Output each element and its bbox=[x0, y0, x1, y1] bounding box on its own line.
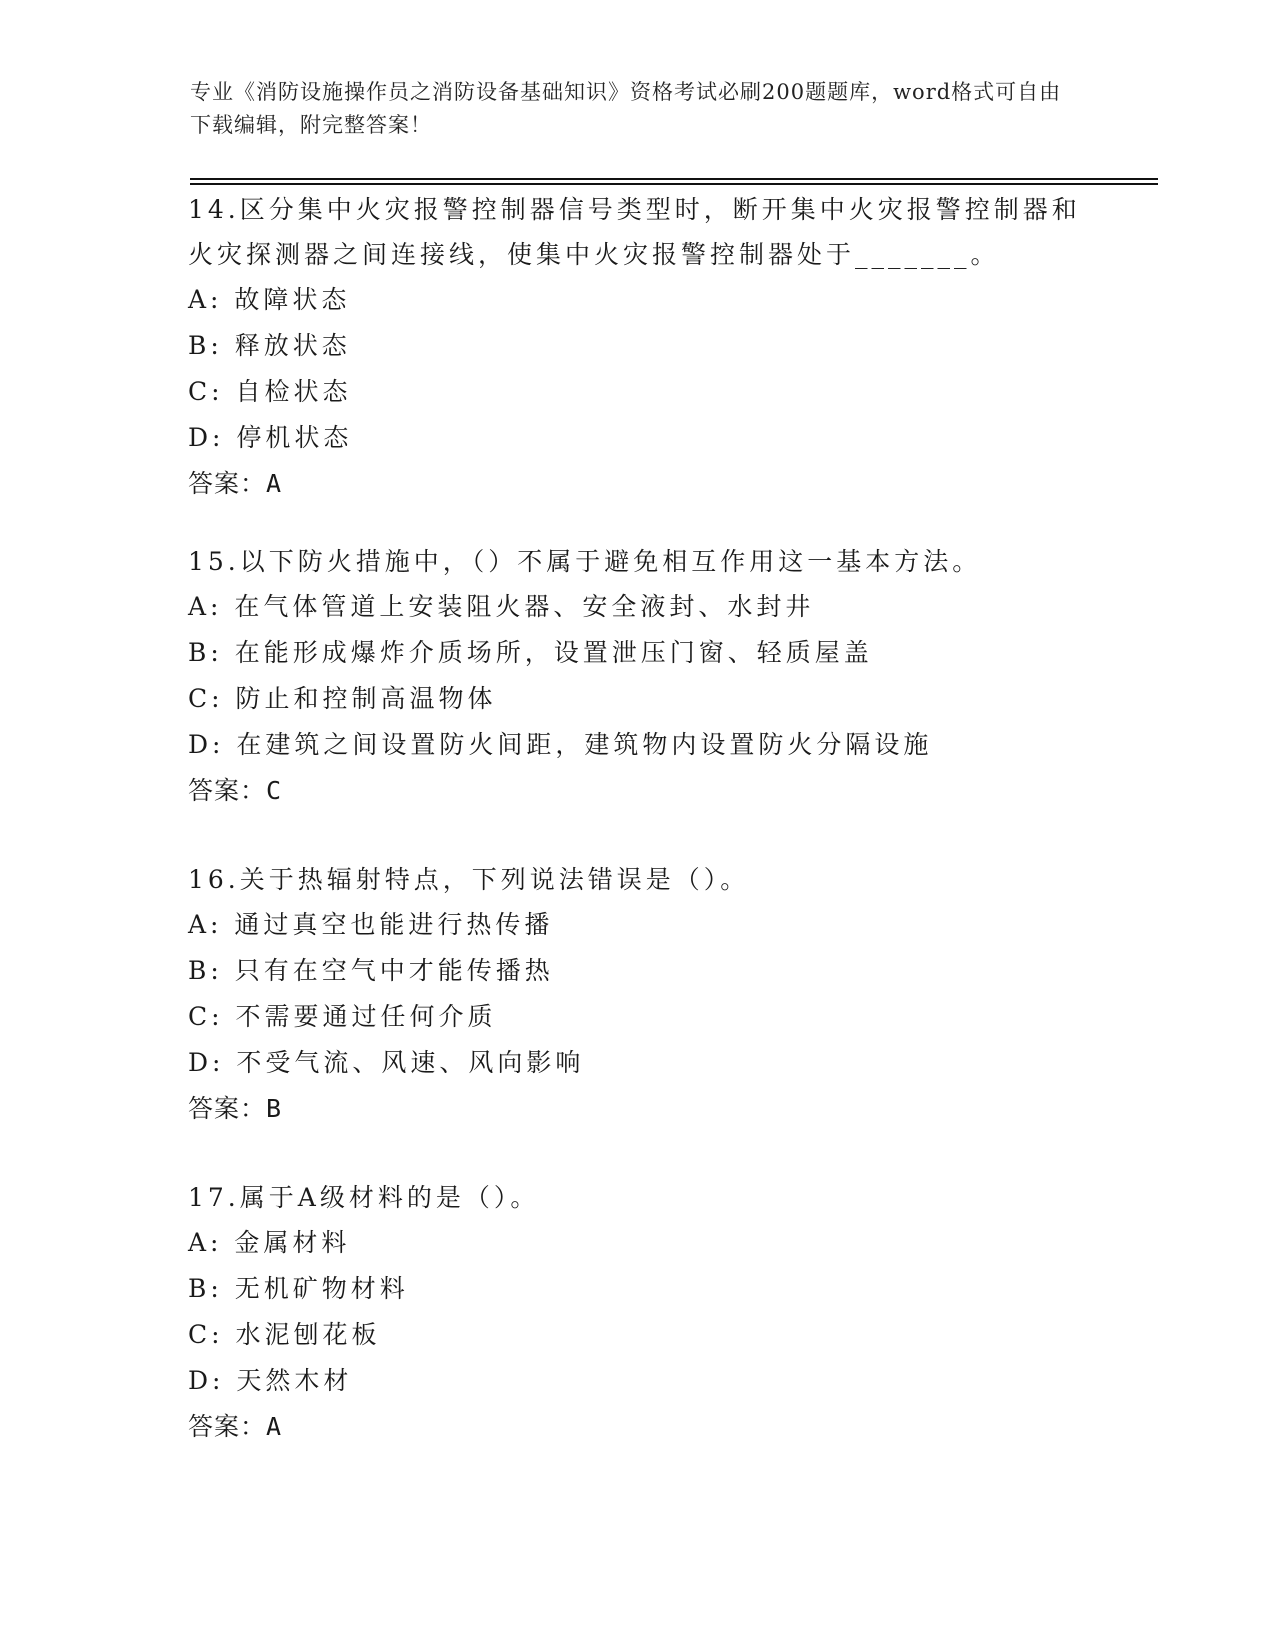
option-a: A: 金属材料 bbox=[188, 1228, 351, 1257]
answer-value: B bbox=[266, 1094, 283, 1123]
document-header: 专业《消防设施操作员之消防设备基础知识》资格考试必刷200题题库，word格式可自由下载编辑，附完整答案！ bbox=[190, 80, 1062, 137]
question-15 bbox=[188, 539, 1088, 814]
answer-value: A bbox=[266, 1412, 283, 1441]
header-divider-top bbox=[190, 178, 1158, 180]
option-c: C: 不需要通过任何介质 bbox=[188, 1002, 497, 1031]
answer-line bbox=[188, 768, 1088, 814]
option-c: C: 防止和控制高温物体 bbox=[188, 684, 497, 713]
answer-label: 答案： bbox=[188, 776, 267, 805]
option-b: B: 只有在空气中才能传播热 bbox=[188, 956, 554, 985]
option-b: B: 释放状态 bbox=[188, 331, 351, 360]
option-d: D: 不受气流、风速、风向影响 bbox=[188, 1048, 585, 1077]
answer-line bbox=[188, 1086, 1088, 1132]
answer-line bbox=[188, 1404, 1088, 1450]
option-a: A: 故障状态 bbox=[188, 285, 351, 314]
option-c: C: 水泥刨花板 bbox=[188, 1320, 381, 1349]
answer-value: C bbox=[266, 776, 283, 805]
option-c: C: 自检状态 bbox=[188, 377, 352, 406]
question-17 bbox=[188, 1175, 1088, 1450]
question-text: 15.以下防火措施中，（）不属于避免相互作用这一基本方法。 bbox=[188, 547, 982, 576]
answer-label: 答案： bbox=[188, 1412, 267, 1441]
option-d: D: 停机状态 bbox=[188, 423, 353, 452]
question-text: 16.关于热辐射特点，下列说法错误是（）。 bbox=[188, 865, 750, 894]
header-divider-bottom bbox=[190, 183, 1158, 185]
answer-line bbox=[188, 461, 1088, 507]
question-text: 14.区分集中火灾报警控制器信号类型时，断开集中火灾报警控制器和火灾探测器之间连接线，使集中火灾报警控制器处于_______。 bbox=[188, 195, 1081, 269]
answer-label: 答案： bbox=[188, 1094, 267, 1123]
option-d: D: 在建筑之间设置防火间距，建筑物内设置防火分隔设施 bbox=[188, 730, 933, 759]
question-16 bbox=[188, 857, 1088, 1132]
option-a: A: 通过真空也能进行热传播 bbox=[188, 910, 554, 939]
answer-value: A bbox=[266, 469, 283, 498]
option-b: B: 无机矿物材料 bbox=[188, 1274, 409, 1303]
option-a: A: 在气体管道上安装阻火器、安全液封、水封井 bbox=[188, 592, 815, 621]
answer-label: 答案： bbox=[188, 469, 267, 498]
question-text: 17.属于A级材料的是（）。 bbox=[188, 1183, 540, 1212]
question-14 bbox=[188, 187, 1088, 507]
option-b: B: 在能形成爆炸介质场所，设置泄压门窗、轻质屋盖 bbox=[188, 638, 873, 667]
option-d: D: 天然木材 bbox=[188, 1366, 353, 1395]
